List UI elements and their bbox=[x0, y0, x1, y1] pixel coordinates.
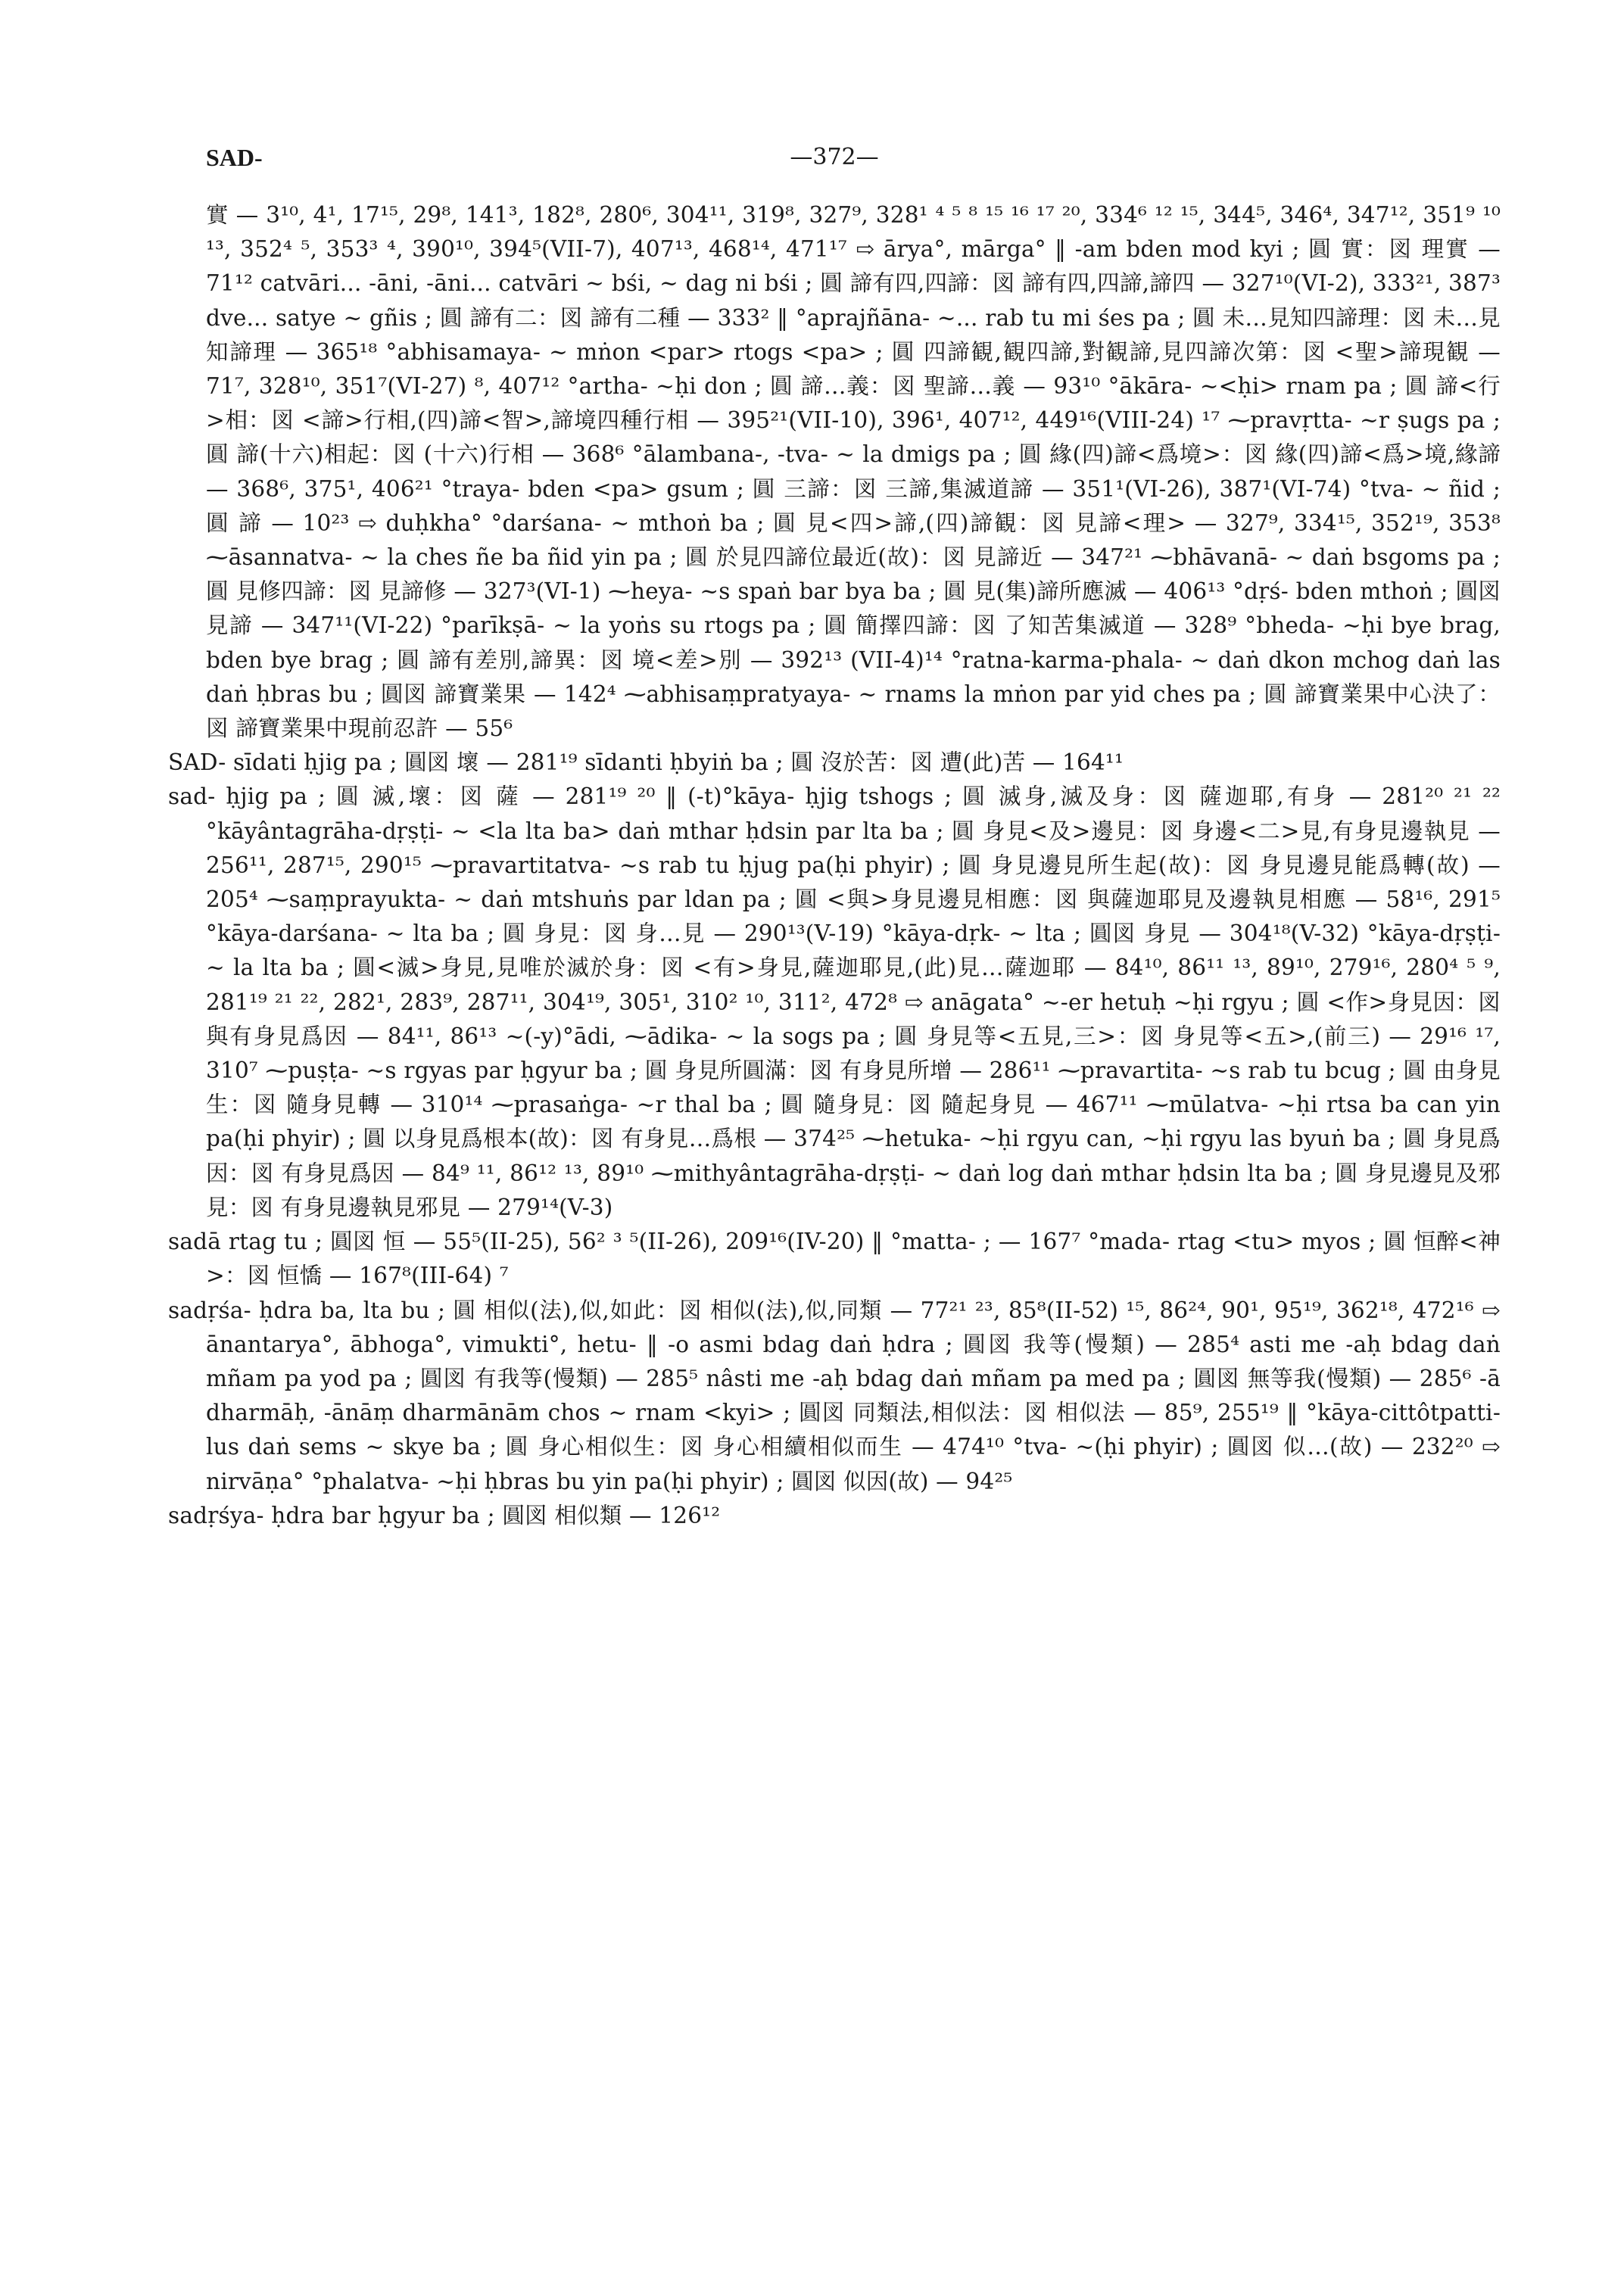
entry-SAD: SAD- sīdati ḥjig pa ; 圓図 壞 — 281¹⁹ sīdanti ḥbyiṅ ba ; 圓 沒於苦：図 遭(此)苦 — 164¹¹ bbox=[168, 749, 1124, 776]
page-number: —372— bbox=[790, 144, 879, 170]
entry-sadrsya: sadṛśya- ḥdra bar ḥgyur ba ; 圓図 相似類 — 126¹² bbox=[168, 1502, 721, 1528]
entries-body bbox=[168, 198, 1501, 1533]
entry-sadrsa: sadṛśa- ḥdra ba, lta bu ; 圓 相似(法),似,如此：図 相似(法),似,同類 — 77²¹ ²³, 85⁸(II-52) ¹⁵, 86²⁴, 90¹, 95¹⁹, 362¹⁸, 472¹⁶ ⇨ ānantarya°, ābhoga°, vimukti°, hetu- ‖ -o asmi bdag daṅ ḥdra ; 圓図 我等(慢類) — 285⁴ asti me -aḥ bdag daṅ mñam pa yod pa ; 圓図 有我等(慢類) — 285⁵ nâsti me -aḥ bdag daṅ mñam pa med pa ; 圓図 無等我(慢類) — 285⁶ -ā dharmāḥ, -ānāṃ dharmānām chos ~ rnam <kyi> ; 圓図 同類法,相似法：図 相似法 — 85⁹, 255¹⁹ ‖ °kāya-cittôtpatti- lus daṅ sems ~ skye ba ; 圓 身心相似生：図 身心相續相似而生 — 474¹⁰ °tva- ~(ḥi phyir) ; 圓図 似…(故) — 232²⁰ ⇨ nirvāṇa° °phalatva- ~ḥi ḥbras bu yin pa(ḥi phyir) ; 圓図 似因(故) — 94²⁵ bbox=[168, 1297, 1501, 1494]
running-head-keyword: SAD- bbox=[206, 144, 263, 171]
entry-sad: sad- ḥjig pa ; 圓 滅,壞：図 薩 — 281¹⁹ ²⁰ ‖ (-t)°kāya- ḥjig tshogs ; 圓 滅身,滅及身：図 薩迦耶,有身 — 281²⁰ ²¹ ²² °kāyântagrāha-dṛṣṭi- ~ <la lta ba> daṅ mthar ḥdsin par lta ba ; 圓 身見<及>邊見：図 身邊<二>見,有身見邊執見 — 256¹¹, 287¹⁵, 290¹⁵ ⁓pravartitatva- ~s rab tu ḥjug pa(ḥi phyir) ; 圓 身見邊見所生起(故)：図 身見邊見能爲轉(故) — 205⁴ ⁓saṃprayukta- ~ daṅ mtshuṅs par ldan pa ; 圓 <與>身見邊見相應：図 與薩迦耶見及邊執見相應 — 58¹⁶, 291⁵ °kāya-darśana- ~ lta ba ; 圓 身見：図 身…見 — 290¹³(V-19) °kāya-dṛk- ~ lta ; 圓図 身見 — 304¹⁸(V-32) °kāya-dṛṣṭi- ~ la lta ba ; 圓<滅>身見,見唯於滅於身：図 <有>身見,薩迦耶見,(此)見…薩迦耶 — 84¹⁰, 86¹¹ ¹³, 89¹⁰, 279¹⁶, 280⁴ ⁵ ⁹, 281¹⁹ ²¹ ²², 282¹, 283⁹, 287¹¹, 304¹⁹, 305¹, 310² ¹⁰, 311², 472⁸ ⇨ anāgata° ~-er hetuḥ ~ḥi rgyu ; 圓 <作>身見因：図 與有身見爲因 — 84¹¹, 86¹³ ~(-y)°ādi, ⁓ādika- ~ la sogs pa ; 圓 身見等<五見,三>：図 身見等<五>,(前三) — 29¹⁶ ¹⁷, 310⁷ ⁓puṣṭa- ~s rgyas par ḥgyur ba ; 圓 身見所圓滿：図 有身見所增 — 286¹¹ ⁓pravartita- ~s rab tu bcug ; 圓 由身見生：図 隨身見轉 — 310¹⁴ ⁓prasaṅga- ~r thal ba ; 圓 隨身見：図 隨起身見 — 467¹¹ ⁓mūlatva- ~ḥi rtsa ba can yin pa(ḥi phyir) ; 圓 以身見爲根本(故)：図 有身見…爲根 — 374²⁵ ⁓hetuka- ~ḥi rgyu can, ~ḥi rgyu las byuṅ ba ; 圓 身見爲因：図 有身見爲因 — 84⁹ ¹¹, 86¹² ¹³, 89¹⁰ ⁓mithyântagrāha-dṛṣṭi- ~ daṅ log daṅ mthar ḥdsin lta ba ; 圓 身見邊見及邪見：図 有身見邊執見邪見 — 279¹⁴(V-3) bbox=[168, 784, 1501, 1220]
entry-sada: sadā rtag tu ; 圓図 恒 — 55⁵(II-25), 56² ³ ⁵(II-26), 209¹⁶(IV-20) ‖ °matta- ; — 167⁷ °mada- rtag <tu> myos ; 圓 恒醉<神>：図 恒憍 — 167⁸(III-64) ⁷ bbox=[168, 1229, 1501, 1289]
entry-continuation-satya: 實 — 3¹⁰, 4¹, 17¹⁵, 29⁸, 141³, 182⁸, 280⁶, 304¹¹, 319⁸, 327⁹, 328¹ ⁴ ⁵ ⁸ ¹⁵ ¹⁶ ¹⁷ ²⁰, 334⁶ ¹² ¹⁵, 344⁵, 346⁴, 347¹², 351⁹ ¹⁰ ¹³, 352⁴ ⁵, 353³ ⁴, 390¹⁰, 394⁵(VII-7), 407¹³, 468¹⁴, 471¹⁷ ⇨ ārya°, mārga° ‖ -am bden mod kyi ; 圓 實：図 理實 — 71¹² catvāri... -āni, -āni... catvāri ~ bśi, ~ dag ni bśi ; 圓 諦有四,四諦：図 諦有四,四諦,諦四 — 327¹⁰(VI-2), 333²¹, 387³ dve... satye ~ gñis ; 圓 諦有二：図 諦有二種 — 333² ‖ °aprajñāna- ~... rab tu mi śes pa ; 圓 未…見知四諦理：図 未…見知諦理 — 365¹⁸ °abhisamaya- ~ mṅon <par> rtogs <pa> ; 圓 四諦観,観四諦,對観諦,見四諦次第：図 <聖>諦現観 — 71⁷, 328¹⁰, 351⁷(VI-27) ⁸, 407¹² °artha- ~ḥi don ; 圓 諦…義：図 聖諦…義 — 93¹⁰ °ākāra- ~<ḥi> rnam pa ; 圓 諦<行>相：図 <諦>行相,(四)諦<智>,諦境四種行相 — 395²¹(VII-10), 396¹, 407¹², 449¹⁶(VIII-24) ¹⁷ ⁓pravṛtta- ~r ṣugs pa ; 圓 諦(十六)相起：図 (十六)行相 — 368⁶ °ālambana-, -tva- ~ la dmigs pa ; 圓 緣(四)諦<爲境>：図 緣(四)諦<爲>境,緣諦 — 368⁶, 375¹, 406²¹ °traya- bden <pa> gsum ; 圓 三諦：図 三諦,集滅道諦 — 351¹(VI-26), 387¹(VI-74) °tva- ~ ñid ; 圓 諦 — 10²³ ⇨ duḥkha° °darśana- ~ mthoṅ ba ; 圓 見<四>諦,(四)諦観：図 見諦<理> — 327⁹, 334¹⁵, 352¹⁹, 353⁸ ⁓āsannatva- ~ la ches ñe ba ñid yin pa ; 圓 於見四諦位最近(故)：図 見諦近 — 347²¹ ⁓bhāvanā- ~ daṅ bsgoms pa ; 圓 見修四諦：図 見諦修 — 327³(VI-1) ⁓heya- ~s spaṅ bar bya ba ; 圓 見(集)諦所應滅 — 406¹³ °dṛś- bden mthoṅ ; 圓図 見諦 — 347¹¹(VI-22) °parīkṣā- ~ la yoṅs su rtogs pa ; 圓 簡擇四諦：図 了知苦集滅道 — 328⁹ °bheda- ~ḥi bye brag, bden bye brag ; 圓 諦有差別,諦異：図 境<差>別 — 392¹³ (VII-4)¹⁴ °ratna-karma-phala- ~ daṅ dkon mchog daṅ las daṅ ḥbras bu ; 圓図 諦寶業果 — 142⁴ ⁓abhisaṃpratyaya- ~ rnams la mṅon par yid ches pa ; 圓 諦寶業果中心決了：図 諦寶業果中現前忍許 — 55⁶ bbox=[206, 202, 1501, 742]
running-head bbox=[206, 144, 1463, 177]
